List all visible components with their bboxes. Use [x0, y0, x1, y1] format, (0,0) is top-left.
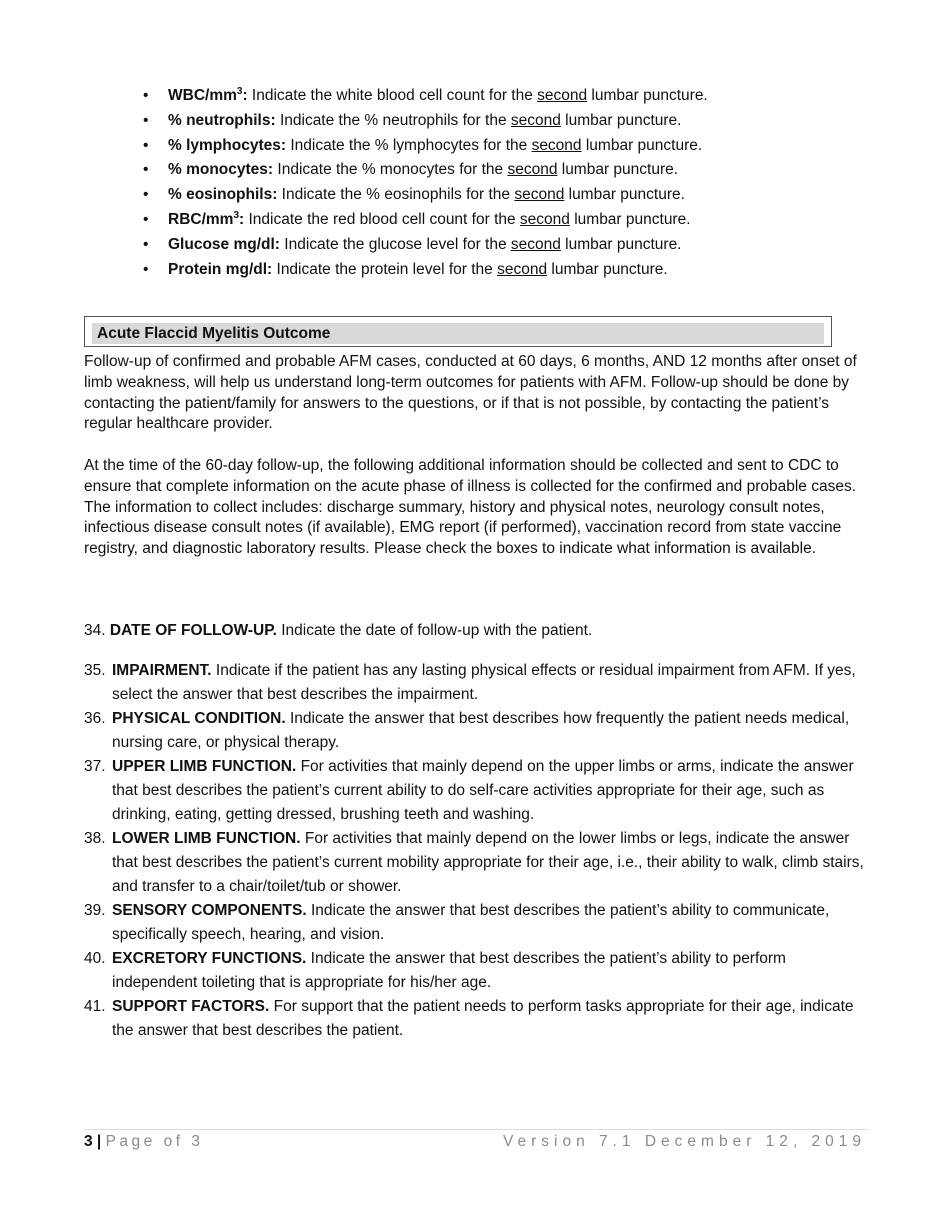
bullet-text-end: lumbar puncture.: [560, 235, 682, 253]
bullet-text-end: lumbar puncture.: [569, 210, 691, 228]
bullet-lymphocytes: [143, 134, 883, 159]
question-text: Indicate the date of follow-up with the patient.: [276, 622, 593, 639]
bullet-wbc: [143, 84, 883, 109]
bullet-text-end: lumbar puncture.: [564, 186, 685, 204]
question-39: [84, 899, 874, 947]
bullet-protein: [143, 258, 883, 283]
question-label: IMPAIRMENT.: [112, 662, 212, 679]
question-37: [84, 755, 874, 827]
bullet-text-end: lumbar puncture.: [587, 87, 708, 104]
question-text: Indicate the answer that best describes the patient’s ability to perform independent toileting that is appropriate for his/her age.: [112, 950, 786, 991]
question-40: [84, 947, 874, 995]
footer-version: Version 7.1 December 12, 2019: [503, 1133, 866, 1150]
bullet-label: % monocytes:: [168, 161, 274, 179]
bullet-glucose: [143, 233, 883, 258]
label-colon: :: [239, 210, 245, 228]
underlined-word: second: [510, 111, 561, 129]
footer-separator: |: [92, 1133, 106, 1150]
superscript: 3: [236, 85, 243, 97]
underlined-word: second: [519, 210, 570, 228]
bullet-label: RBC/mm: [168, 210, 234, 228]
question-34: [84, 620, 874, 642]
question-text: Indicate the answer that best describes the patient’s ability to communicate, specifically speech, hearing, and vision.: [112, 902, 830, 943]
question-number: 35.: [84, 662, 106, 679]
question-text: Indicate the answer that best describes how frequently the patient needs medical, nursing care, or physical therapy.: [112, 710, 850, 751]
bullet-dot-icon: •: [143, 235, 149, 253]
question-38: [84, 827, 874, 899]
bullet-text: Indicate the % monocytes for the: [273, 161, 508, 179]
bullet-dot-icon: •: [143, 186, 149, 204]
bullet-label: % neutrophils:: [168, 111, 276, 129]
bullet-dot-icon: •: [143, 111, 149, 129]
intro-paragraph-60-day: At the time of the 60-day follow-up, the following additional information should be collected and sent to CDC to ensure that complete information on the acute phase of illness is collected for the confirmed and probable cases. The information to collect includes: discharge summary, history and physical notes, neurology consult notes, infectious disease consult notes (if available), EMG report (if performed), vaccination record from state vaccine registry, and diagnostic laboratory results. Please check the boxes to indicate what information is available.: [84, 457, 857, 558]
footer-page-indicator: [84, 1131, 203, 1153]
label-colon: :: [242, 87, 248, 104]
bullet-text: Indicate the % neutrophils for the: [275, 111, 511, 129]
bullet-dot-icon: •: [143, 210, 149, 228]
bullet-dot-icon: •: [143, 87, 149, 104]
lumbar-puncture-bullet-list: [143, 84, 883, 282]
question-label: UPPER LIMB FUNCTION.: [112, 758, 297, 775]
bullet-label: % lymphocytes:: [168, 136, 287, 154]
bullet-text: Indicate the protein level for the: [272, 260, 498, 278]
underlined-word: second: [514, 186, 565, 204]
footer-page-text: Page of 3: [105, 1133, 204, 1150]
question-text: Indicate if the patient has any lasting physical effects or residual impairment from AFM. If yes, select the answer that best describes the impairment.: [112, 662, 856, 703]
bullet-monocytes: [143, 158, 883, 183]
section-header-box: [84, 316, 832, 347]
bullet-text: Indicate the % eosinophils for the: [277, 186, 515, 204]
bullet-text-end: lumbar puncture.: [581, 136, 703, 154]
underlined-word: second: [497, 260, 548, 278]
question-label: SUPPORT FACTORS.: [112, 998, 270, 1015]
underlined-word: second: [510, 235, 561, 253]
bullet-eosinophils: [143, 183, 883, 208]
bullet-text: Indicate the red blood cell count for the: [244, 210, 520, 228]
section-title: Acute Flaccid Myelitis Outcome: [92, 323, 824, 344]
question-label: PHYSICAL CONDITION.: [112, 710, 286, 727]
underlined-word: second: [507, 161, 558, 179]
question-text: For activities that mainly depend on the upper limbs or arms, indicate the answer that best describes the patient’s current ability to do self-care activities appropriate for their age, such as drinking, eating, getting dressed, brushing teeth and washing.: [112, 758, 854, 823]
bullet-label: Protein mg/dl:: [168, 260, 273, 278]
bullet-text-end: lumbar puncture.: [547, 260, 668, 278]
superscript: 3: [233, 209, 240, 221]
question-label: LOWER LIMB FUNCTION.: [112, 830, 301, 847]
question-number: 38.: [84, 830, 106, 847]
question-number: 34.: [84, 622, 106, 639]
bullet-rbc: [143, 208, 883, 233]
question-number: 41.: [84, 998, 106, 1015]
bullet-dot-icon: •: [143, 260, 149, 278]
bullet-label: Glucose mg/dl:: [168, 235, 280, 253]
bullet-neutrophils: [143, 109, 883, 134]
underlined-word: second: [531, 136, 582, 154]
question-number: 39.: [84, 902, 106, 919]
question-41: [84, 995, 874, 1043]
footer-page-number: 3: [84, 1133, 93, 1150]
question-35: [84, 659, 874, 707]
footer-divider: [84, 1129, 868, 1130]
question-36: [84, 707, 874, 755]
bullet-text-end: lumbar puncture.: [557, 161, 679, 179]
question-list: [84, 659, 874, 1043]
bullet-text: Indicate the glucose level for the: [279, 235, 511, 253]
question-number: 36.: [84, 710, 106, 727]
bullet-dot-icon: •: [143, 136, 149, 154]
question-label: EXCRETORY FUNCTIONS.: [112, 950, 307, 967]
question-label: DATE OF FOLLOW-UP.: [109, 622, 277, 639]
question-text: For support that the patient needs to perform tasks appropriate for their age, indicate the answer that best describes the patient.: [112, 998, 854, 1039]
bullet-dot-icon: •: [143, 161, 149, 179]
intro-paragraph-followup: Follow-up of confirmed and probable AFM cases, conducted at 60 days, 6 months, AND 12 months after onset of limb weakness, will help us understand long-term outcomes for patients with AFM. Follow-up should be done by contacting the patient/family for answers to the questions, or if that is not possible, by contacting the patient’s regular healthcare provider.: [84, 353, 857, 433]
bullet-label: % eosinophils:: [168, 186, 278, 204]
question-text: For activities that mainly depend on the lower limbs or legs, indicate the answer that best describes the patient’s current mobility appropriate for their age, i.e., their ability to walk, climb stairs, and transfer to a chair/toilet/tub or shower.: [112, 830, 864, 895]
bullet-label: WBC/mm: [168, 87, 237, 104]
bullet-text-end: lumbar puncture.: [560, 111, 682, 129]
bullet-text: Indicate the white blood cell count for the: [247, 87, 538, 104]
question-number: 37.: [84, 758, 106, 775]
bullet-text: Indicate the % lymphocytes for the: [286, 136, 532, 154]
question-number: 40.: [84, 950, 106, 967]
underlined-word: second: [537, 87, 588, 104]
question-label: SENSORY COMPONENTS.: [112, 902, 307, 919]
